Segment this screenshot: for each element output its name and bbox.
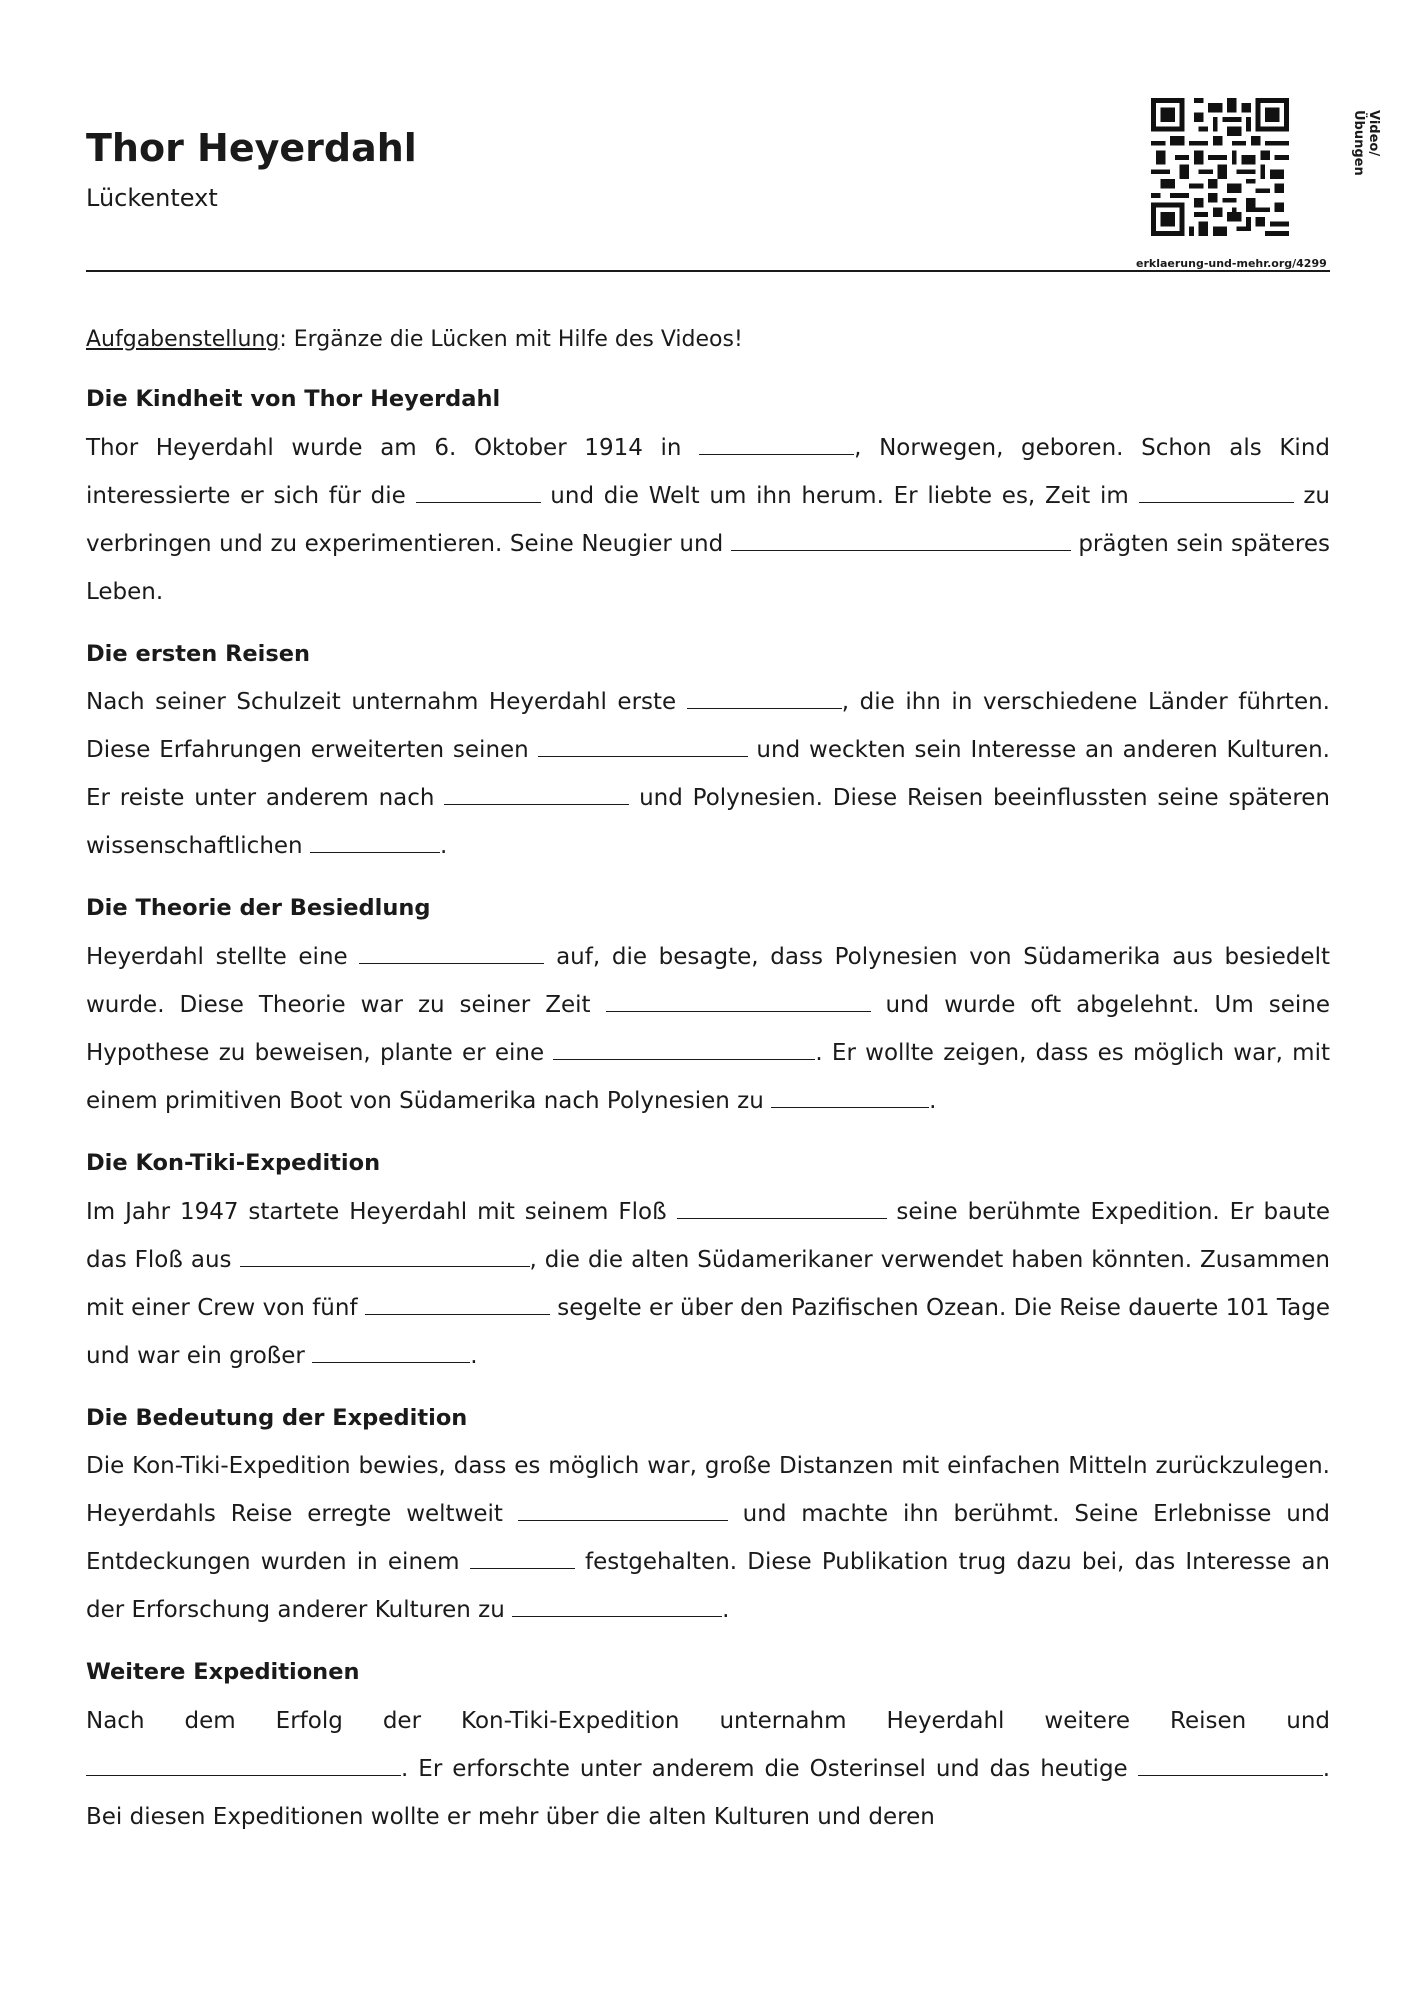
section-kindheit xyxy=(86,383,1330,616)
text-fragment: Nach seiner Schulzeit unternahm Heyerdahl erste xyxy=(86,689,687,716)
text-fragment: und die Welt um ihn herum. Er liebte es, Zeit im xyxy=(540,482,1139,509)
text-fragment: . xyxy=(470,1342,478,1369)
section-text xyxy=(86,678,1330,870)
text-fragment: . xyxy=(929,1088,937,1115)
gap-blank[interactable] xyxy=(687,686,842,709)
qr-url[interactable]: erklaerung-und-mehr.org/4299 xyxy=(1136,257,1327,270)
text-fragment: , die ihn in verschiedene Länder führten. Diese Erfahrungen erweiterten seinen xyxy=(86,689,1330,764)
text-fragment: segelte er über den Pazifischen Ozean. Die Reise dauerte 101 Tage und war ein großer xyxy=(86,1294,1330,1369)
task-label: Aufgabenstellung xyxy=(86,327,280,352)
qr-code-icon[interactable] xyxy=(1151,98,1289,236)
page-subtitle: Lückentext xyxy=(86,184,218,212)
gap-blank[interactable] xyxy=(416,480,541,503)
section-heading: Die ersten Reisen xyxy=(86,640,311,667)
gap-blank[interactable] xyxy=(699,432,854,455)
section-heading: Weitere Expeditionen xyxy=(86,1659,360,1686)
task-instruction xyxy=(86,322,1330,357)
text-fragment: Thor Heyerdahl wurde am 6. Oktober 1914 in xyxy=(86,434,700,461)
section-text xyxy=(86,933,1330,1125)
gap-blank[interactable] xyxy=(470,1546,575,1569)
text-fragment: Heyerdahl stellte eine xyxy=(86,944,360,971)
gap-blank[interactable] xyxy=(677,1196,887,1219)
text-fragment: Die Kon-Tiki-Expedition bewies, dass es möglich war, große Distanzen mit einfachen Mitteln zurückzulegen. Heyerdahls Reise erregte weltweit xyxy=(86,1453,1330,1528)
text-fragment: . xyxy=(439,833,448,860)
gap-blank[interactable] xyxy=(731,528,1071,551)
section-bedeutung xyxy=(86,1402,1330,1635)
gap-blank[interactable] xyxy=(538,734,748,757)
section-heading: Die Kon-Tiki-Expedition xyxy=(86,1150,381,1177)
text-fragment: . Er wollte zeigen, dass es möglich war, mit einem primitiven Boot von Südamerika nach Polynesien zu xyxy=(86,1040,1330,1115)
section-weitere xyxy=(86,1656,1330,1841)
text-fragment: , die die alten Südamerikaner verwendet haben könnten. Zusammen mit einer Crew von fünf xyxy=(86,1246,1330,1321)
gap-blank[interactable] xyxy=(553,1037,815,1060)
text-fragment: prägten sein späteres Leben. xyxy=(86,530,1330,605)
section-heading: Die Kindheit von Thor Heyerdahl xyxy=(86,386,501,413)
header-divider xyxy=(86,270,1330,272)
gap-blank[interactable] xyxy=(1139,480,1294,503)
gap-blank[interactable] xyxy=(606,989,871,1012)
gap-blank[interactable] xyxy=(444,782,629,805)
text-fragment: und machte ihn berühmt. Seine Erlebnisse und Entdeckungen wurden in einem xyxy=(86,1501,1330,1576)
text-fragment: und weckten sein Interesse an anderen Kulturen. Er reiste unter anderem nach xyxy=(86,737,1330,812)
text-fragment: Im Jahr 1947 startete Heyerdahl mit seinem Floß xyxy=(86,1198,677,1225)
section-text xyxy=(86,1188,1330,1380)
worksheet-content xyxy=(86,322,1330,1863)
gap-blank[interactable] xyxy=(365,1292,550,1315)
section-heading: Die Theorie der Besiedlung xyxy=(86,895,431,922)
text-fragment: . xyxy=(722,1597,730,1624)
text-fragment: auf, die besagte, dass Polynesien von Südamerika aus besiedelt wurde. Diese Theorie war zu seiner Zeit xyxy=(86,944,1330,1019)
text-fragment: Nach dem Erfolg der Kon-Tiki-Expedition unternahm Heyerdahl weitere Reisen und xyxy=(86,1707,1330,1734)
gap-blank[interactable] xyxy=(359,941,544,964)
gap-blank[interactable] xyxy=(518,1498,728,1521)
gap-blank[interactable] xyxy=(312,1340,470,1363)
page-title: Thor Heyerdahl xyxy=(86,126,417,170)
gap-blank[interactable] xyxy=(512,1594,722,1617)
section-text xyxy=(86,424,1330,616)
section-text xyxy=(86,1442,1330,1634)
text-fragment: . Er erforschte unter anderem die Osterinsel und das heutige xyxy=(401,1755,1138,1782)
text-fragment: . Bei diesen Expeditionen wollte er mehr über die alten Kulturen und deren xyxy=(86,1755,1330,1830)
gap-blank[interactable] xyxy=(310,830,440,853)
text-fragment: zu verbringen und zu experimentieren. Seine Neugier und xyxy=(86,482,1330,557)
text-fragment: und Polynesien. Diese Reisen beeinflussten seine späteren wissenschaftlichen xyxy=(86,785,1330,860)
section-erste-reisen xyxy=(86,638,1330,871)
gap-blank[interactable] xyxy=(86,1753,401,1776)
text-fragment: , Norwegen, geboren. Schon als Kind interessierte er sich für die xyxy=(86,434,1330,509)
section-kon-tiki xyxy=(86,1147,1330,1380)
section-text xyxy=(86,1697,1330,1841)
section-theorie xyxy=(86,892,1330,1125)
text-fragment: und wurde oft abgelehnt. Um seine Hypothese zu beweisen, plante er eine xyxy=(86,992,1330,1067)
qr-side-label: Video/Übungen xyxy=(1351,110,1381,176)
gap-blank[interactable] xyxy=(1138,1753,1323,1776)
text-fragment: festgehalten. Diese Publikation trug dazu bei, das Interesse an der Erforschung anderer Kulturen zu xyxy=(86,1549,1330,1624)
task-text: : Ergänze die Lücken mit Hilfe des Videos! xyxy=(279,327,743,352)
gap-blank[interactable] xyxy=(771,1085,929,1108)
section-heading: Die Bedeutung der Expedition xyxy=(86,1404,468,1431)
gap-blank[interactable] xyxy=(240,1244,530,1267)
text-fragment: seine berühmte Expedition. Er baute das Floß aus xyxy=(86,1198,1330,1273)
